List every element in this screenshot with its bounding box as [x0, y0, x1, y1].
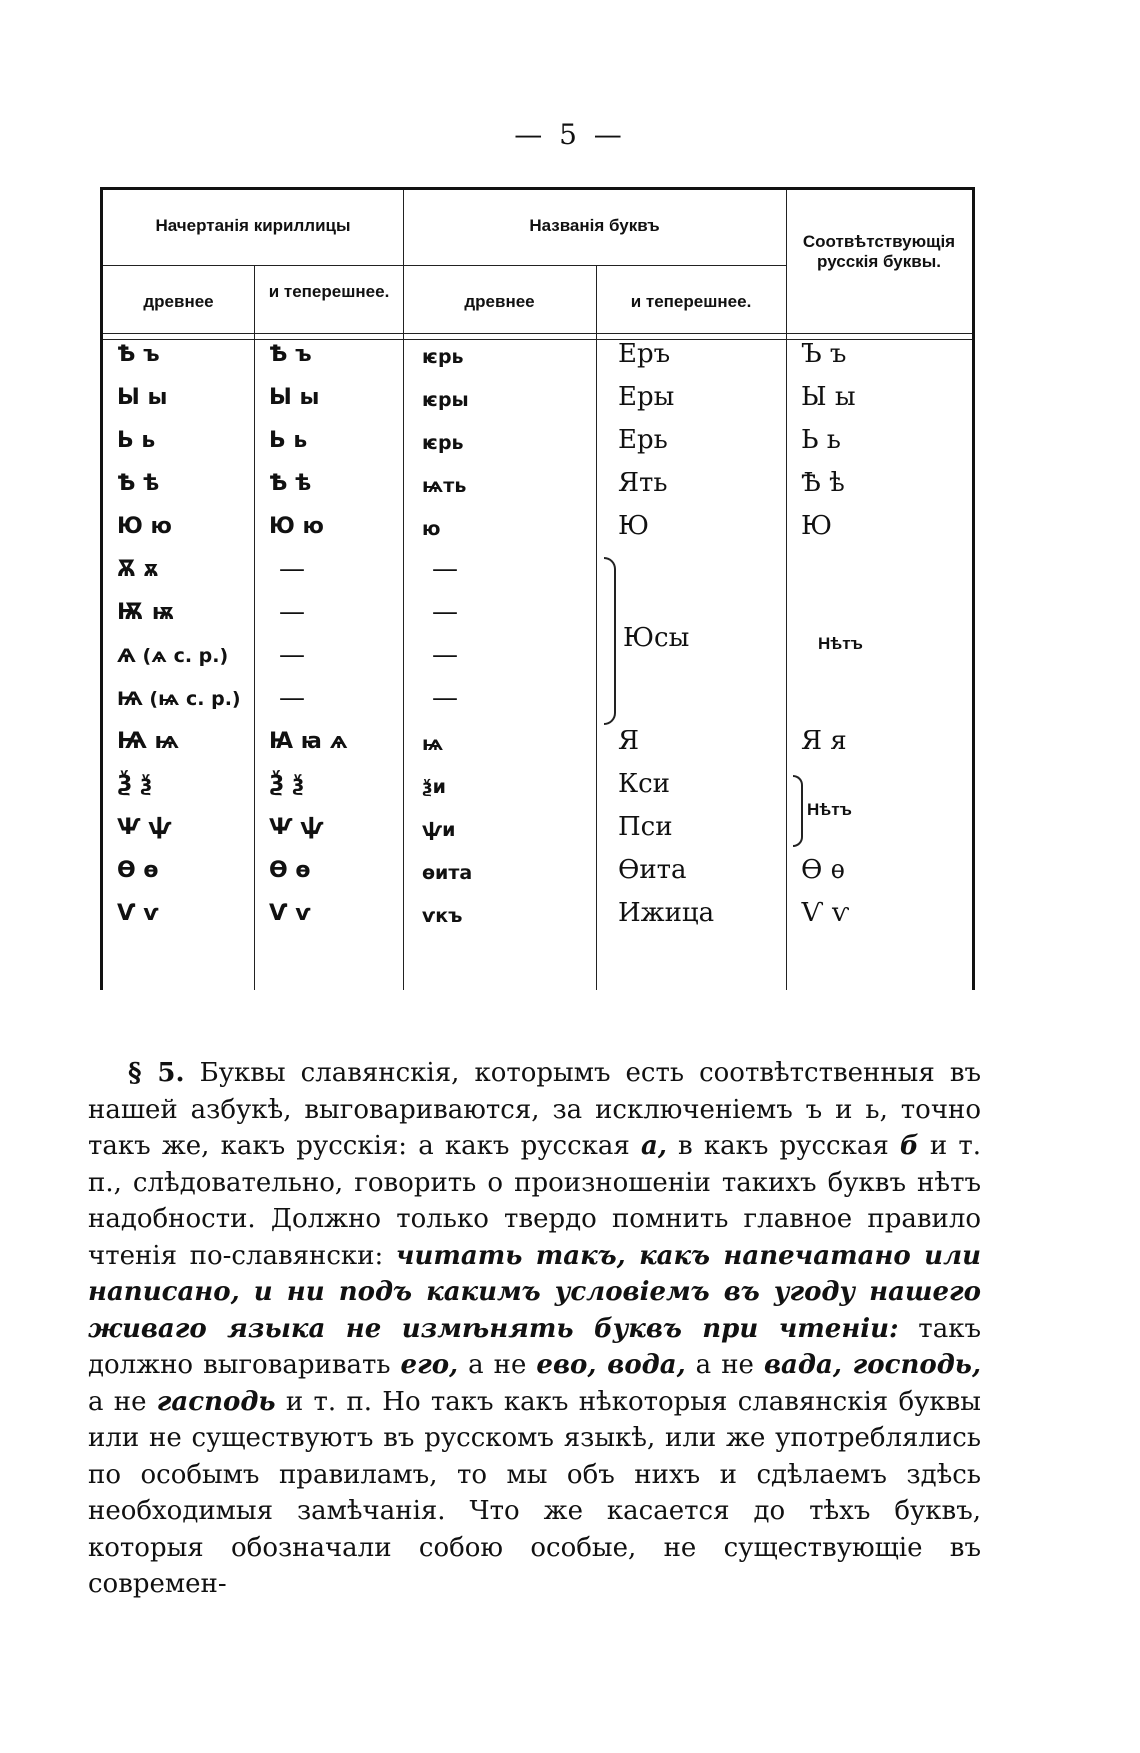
table-divider	[786, 190, 787, 990]
cell-new-form: Ы ы	[269, 385, 320, 410]
text-italic: вада, господь,	[763, 1350, 982, 1380]
cell-new-form: Ю ю	[269, 514, 324, 539]
cell-russian: Ъ ъ	[801, 339, 847, 369]
cell-russian: Ь ь	[801, 425, 841, 455]
cell-russian-none: Нѣтъ	[807, 800, 852, 819]
reading-rule: читать такъ, какъ напечатано или написано, и ни подъ какимъ условіемъ въ угоду нашего живаго языка не измѣнять буквъ при чтеніи:	[88, 1240, 981, 1344]
header-names-old: древнее	[464, 292, 535, 311]
header-forms-new: и теперешнее.	[268, 282, 390, 301]
cell-old-form: Ѣ ѣ	[117, 471, 160, 496]
brace	[793, 775, 803, 847]
cell-name-old: ѳита	[422, 862, 473, 884]
cell-name-old: ѵкъ	[422, 905, 463, 927]
cell-name-old: ѱи	[422, 819, 456, 841]
cell-new-form: Ѣ ъ	[269, 342, 312, 367]
header-names: Названія буквъ	[529, 216, 660, 235]
cell-russian: Ѣ ѣ	[801, 468, 845, 498]
text: а не	[88, 1386, 157, 1417]
text: в какъ русская	[666, 1131, 900, 1161]
cell-old-form: Ѩ (ѩ с. р.)	[117, 688, 241, 710]
cell-name-old: ѥрь	[422, 346, 464, 368]
text: такъ должно выговаривать	[88, 1313, 981, 1380]
text-italic: б	[899, 1131, 919, 1161]
cell-russian: Ю	[801, 511, 833, 541]
cell-name-new: Пси	[618, 812, 673, 842]
cell-old-form: Ѱ ѱ	[117, 815, 172, 840]
cell-new-form: Ѯ ѯ	[269, 772, 305, 797]
brace	[604, 557, 616, 725]
cell-name-old: —	[432, 640, 458, 670]
cell-name-new: Еры	[618, 382, 675, 412]
cell-name-new: Я	[618, 726, 639, 756]
cell-new-form: Ь ь	[269, 428, 308, 453]
cell-name-old: ѯи	[422, 776, 446, 798]
cell-old-form: Ѧ (ѧ с. р.)	[117, 645, 229, 667]
cell-new-form: —	[279, 597, 305, 627]
text-italic: его,	[400, 1350, 459, 1380]
cell-name-old: —	[432, 554, 458, 584]
cell-name-old: ѥрь	[422, 432, 464, 454]
header-forms: Начертанія кириллицы	[155, 216, 351, 235]
cell-russian: Ѵ ѵ	[801, 898, 850, 928]
cell-name-old: —	[432, 597, 458, 627]
section-mark: § 5.	[128, 1058, 185, 1088]
cell-new-form: Ѣ ѣ	[269, 471, 312, 496]
cell-russian-none: Нѣтъ	[818, 634, 863, 653]
cell-name-new: Ижица	[618, 898, 715, 928]
text-italic: а,	[640, 1131, 667, 1161]
cell-name-new: Кси	[618, 769, 671, 799]
table-divider	[103, 265, 403, 266]
text: а не	[458, 1350, 537, 1380]
cell-new-form: Ꙗ ꙗ ѧ	[269, 729, 348, 754]
cell-new-form: —	[279, 683, 305, 713]
text-italic: гасподь	[156, 1386, 276, 1417]
cell-name-old: —	[432, 683, 458, 713]
cell-name-new: Ю	[618, 511, 650, 541]
cell-name-new: Ерь	[618, 425, 668, 455]
cell-old-form: Ѣ ъ	[117, 342, 160, 367]
cell-russian: Ы ы	[801, 382, 856, 412]
cell-old-form: Ѫ ѫ	[117, 557, 159, 582]
header-names-new: и теперешнее.	[630, 292, 752, 311]
header-russian: Соотвѣтствующія русскія буквы.	[802, 232, 956, 271]
cell-russian: Я я	[801, 726, 847, 756]
cell-old-form: Ѯ ѯ	[117, 772, 153, 797]
text: и т. п. Но такъ какъ нѣкоторыя славянскія буквы или не существуютъ въ русскомъ языкѣ, или же употреблялись по особымъ правиламъ, то мы объ нихъ и сдѣлаемъ здѣсь необходимыя замѣчанія. Что же касается до тѣхъ буквъ, которыя обозначали собою особые, не существующіе въ современ-	[88, 1386, 981, 1599]
cell-old-form: Ѵ ѵ	[117, 901, 159, 926]
cell-name-new: Еръ	[618, 339, 671, 369]
text: и т. п., слѣдовательно, говорить о произношеніи такихъ буквъ нѣтъ надобности. Должно только твердо помнить главное правило чтенія по-славянски:	[88, 1131, 981, 1271]
text: а не	[685, 1350, 764, 1380]
header-forms-old: древнее	[143, 292, 214, 311]
table-divider	[596, 265, 597, 990]
cell-name-new: Ѳита	[618, 855, 687, 885]
cell-name-old: ю	[422, 518, 441, 540]
cell-russian: Ѳ ѳ	[801, 855, 845, 885]
cell-new-form: Ѳ ѳ	[269, 858, 311, 883]
cell-name-old: ѥры	[422, 389, 469, 411]
cell-new-form: —	[279, 640, 305, 670]
cell-old-form: Ю ю	[117, 514, 172, 539]
table-divider	[103, 333, 972, 334]
cell-old-form: Ы ы	[117, 385, 168, 410]
cell-name-old: ѩть	[422, 475, 467, 497]
paragraph-section-5	[88, 1055, 981, 1603]
cell-old-form: Ѭ ѭ	[117, 600, 175, 625]
cell-old-form: Ь ь	[117, 428, 156, 453]
table-divider	[254, 265, 255, 990]
cell-name-new-yusy: Юсы	[623, 623, 690, 653]
cell-old-form: Ѳ ѳ	[117, 858, 159, 883]
cell-new-form: Ѵ ѵ	[269, 901, 311, 926]
cell-old-form: Ѩ ѩ	[117, 729, 180, 754]
table-divider	[403, 265, 786, 266]
alphabet-table	[100, 187, 975, 990]
text: Буквы славянскія, которымъ есть соотвѣтственныя въ нашей азбукѣ, выговариваются, за исключеніемъ ъ и ь, точно такъ же, какъ русскія: а какъ русская	[88, 1058, 981, 1161]
cell-name-new: Ять	[618, 468, 668, 498]
page-number: — 5 —	[514, 118, 626, 151]
cell-new-form: Ѱ ѱ	[269, 815, 324, 840]
cell-name-old: ѩ	[422, 733, 444, 755]
cell-new-form: —	[279, 554, 305, 584]
text-italic: ево, вода,	[536, 1350, 686, 1380]
